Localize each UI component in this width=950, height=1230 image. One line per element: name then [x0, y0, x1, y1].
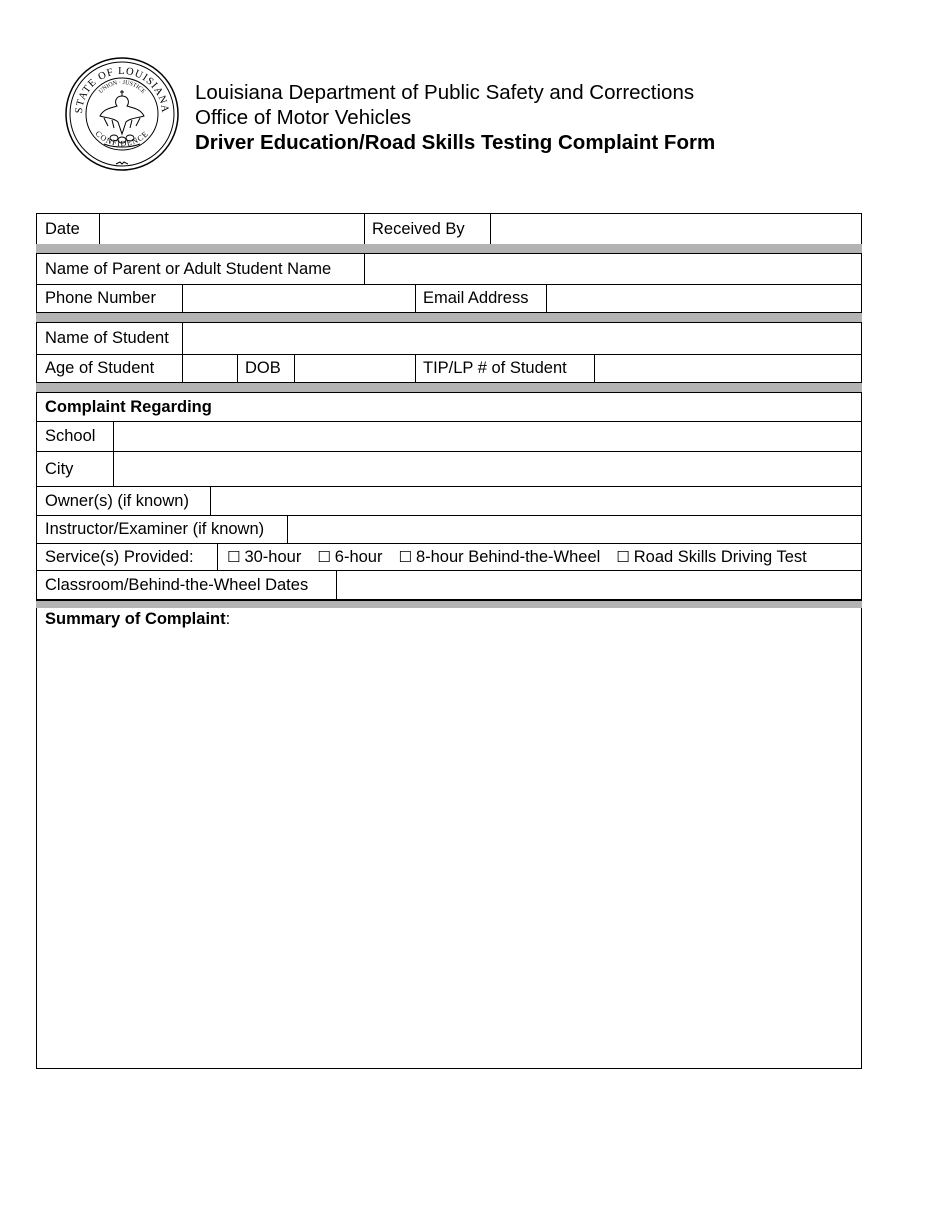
summary-section: [36, 608, 862, 1069]
form-header: [195, 80, 715, 155]
school-row: [36, 421, 862, 452]
phone-number-label: Phone Number: [45, 288, 156, 307]
parent-name-field[interactable]: [365, 254, 861, 284]
checkbox-icon[interactable]: ☐: [227, 548, 241, 566]
owner-field[interactable]: [211, 487, 861, 515]
city-row: [36, 452, 862, 487]
seal-top-text: STATE OF LOUISIANA: [73, 65, 171, 114]
received-by-label: Received By: [372, 219, 465, 238]
service-option-30-hour[interactable]: ☐ 30-hour: [227, 547, 302, 566]
city-label: City: [45, 459, 74, 478]
owner-row: [36, 487, 862, 516]
student-name-row: [36, 322, 862, 355]
parent-name-label: Name of Parent or Adult Student Name: [45, 259, 332, 278]
date-label: Date: [45, 219, 80, 238]
phone-number-field[interactable]: [183, 284, 415, 312]
age-of-student-label: Age of Student: [45, 358, 155, 377]
summary-label: Summary of Complaint:: [45, 610, 231, 628]
instructor-row: [36, 516, 862, 544]
owner-label: Owner(s) (if known): [45, 491, 189, 510]
department-name: Louisiana Department of Public Safety and Corrections: [195, 81, 695, 104]
tip-lp-field[interactable]: [595, 354, 861, 382]
louisiana-state-seal: [64, 56, 180, 172]
school-field[interactable]: [114, 421, 861, 451]
seal-bottom-text: CONFIDENCE: [93, 129, 151, 149]
office-name: Office of Motor Vehicles: [195, 106, 412, 129]
dob-field[interactable]: [295, 354, 415, 382]
dates-row: [36, 571, 862, 601]
email-address-field[interactable]: [547, 284, 861, 312]
services-label: Service(s) Provided:: [45, 547, 194, 566]
services-options: [217, 544, 861, 570]
checkbox-icon[interactable]: ☐: [398, 548, 412, 566]
service-option-8-hour-btw[interactable]: ☐ 8-hour Behind-the-Wheel: [398, 547, 601, 566]
checkbox-icon[interactable]: ☐: [317, 548, 331, 566]
instructor-label: Instructor/Examiner (if known): [45, 520, 265, 539]
separator-2: [36, 313, 862, 322]
parent-name-row: [36, 253, 862, 285]
tip-lp-label: TIP/LP # of Student: [423, 358, 567, 377]
instructor-field[interactable]: [288, 516, 861, 543]
age-of-student-field[interactable]: [183, 354, 237, 382]
complaint-regarding-heading: Complaint Regarding: [45, 397, 212, 416]
seal-inner-text: UNION · JUSTICE: [98, 79, 146, 95]
separator-4: [36, 601, 862, 608]
date-row: [36, 213, 862, 245]
checkbox-icon[interactable]: ☐: [616, 548, 630, 566]
separator-3: [36, 383, 862, 392]
dates-field[interactable]: [337, 571, 861, 599]
summary-textarea[interactable]: [37, 634, 861, 1068]
service-option-road-skills[interactable]: ☐ Road Skills Driving Test: [616, 547, 807, 566]
separator-1: [36, 244, 862, 253]
city-field[interactable]: [114, 452, 861, 486]
dob-label: DOB: [245, 358, 281, 377]
service-option-6-hour[interactable]: ☐ 6-hour: [317, 547, 383, 566]
received-by-field[interactable]: [491, 214, 861, 244]
phone-email-row: [36, 284, 862, 313]
age-dob-tip-row: [36, 354, 862, 383]
form-title: Driver Education/Road Skills Testing Complaint Form: [195, 131, 716, 154]
complaint-regarding-row: [36, 392, 862, 422]
student-name-label: Name of Student: [45, 329, 169, 348]
school-label: School: [45, 426, 96, 445]
services-row: [36, 544, 862, 571]
email-address-label: Email Address: [423, 288, 529, 307]
student-name-field[interactable]: [183, 323, 861, 354]
date-field[interactable]: [100, 214, 364, 244]
dates-label: Classroom/Behind-the-Wheel Dates: [45, 575, 309, 594]
